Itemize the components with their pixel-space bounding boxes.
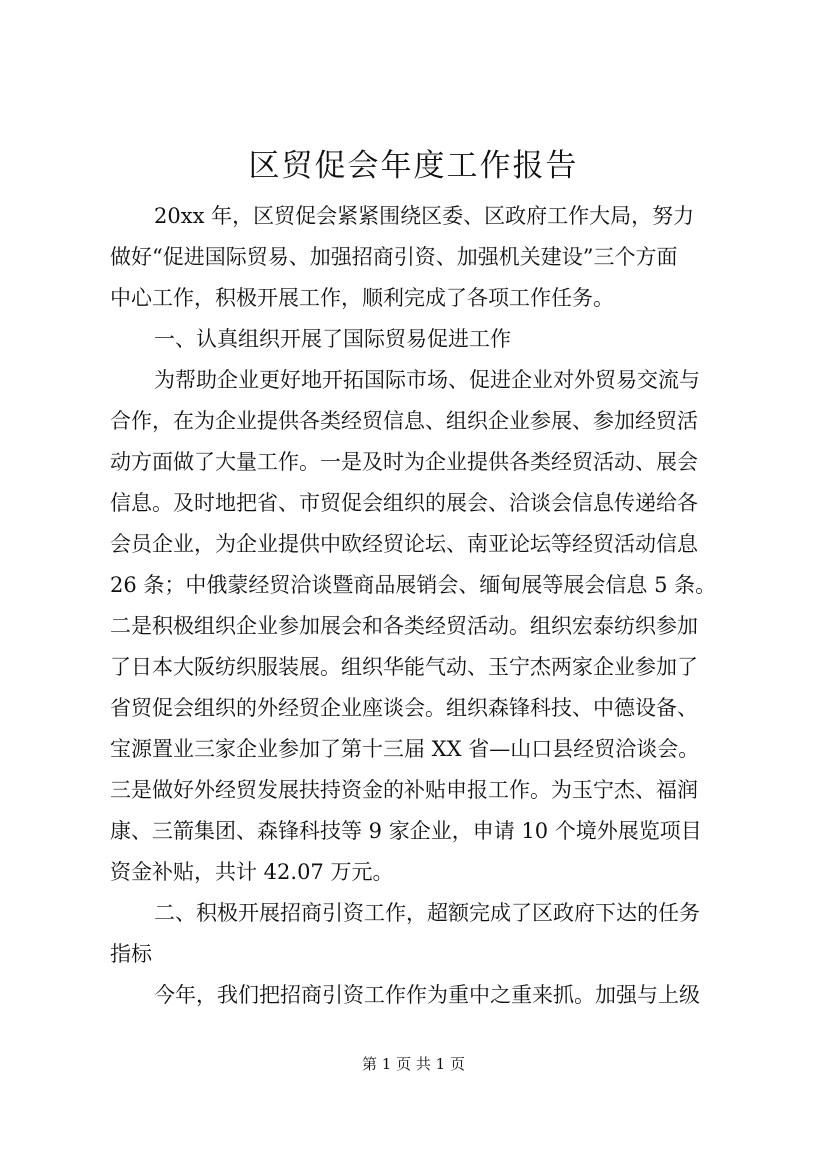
paragraph-line-5: 为帮助企业更好地开拓国际市场、促进企业对外贸易交流与 xyxy=(154,368,700,392)
document-title: 区贸促会年度工作报告 xyxy=(248,148,579,184)
paragraph-line-9: 会员企业，为企业提供中欧经贸论坛、南亚论坛等经贸活动信息 xyxy=(110,532,698,556)
paragraph-line-2: 做好“促进国际贸易、加强招商引资、加强机关建设”三个方面 xyxy=(110,245,678,269)
paragraph-line-10: 26 条；中俄蒙经贸洽谈暨商品展销会、缅甸展等展会信息 5 条。 xyxy=(110,573,717,597)
paragraph-line-3: 中心工作，积极开展工作，顺利完成了各项工作任务。 xyxy=(110,286,614,310)
paragraph-line-1: 20xx 年，区贸促会紧紧围绕区委、区政府工作大局，努力 xyxy=(154,204,695,228)
paragraph-line-7: 动方面做了大量工作。一是及时为企业提供各类经贸活动、展会 xyxy=(110,450,698,474)
paragraph-line-13: 省贸促会组织的外经贸企业座谈会。组织森锋科技、中德设备、 xyxy=(110,696,698,720)
paragraph-line-14: 宝源置业三家企业参加了第十三届 XX 省—山口县经贸洽谈会。 xyxy=(110,737,700,761)
paragraph-line-11: 二是积极组织企业参加展会和各类经贸活动。组织宏泰纺织参加 xyxy=(110,614,698,638)
section-heading-1: 一、认真组织开展了国际贸易促进工作 xyxy=(154,327,511,351)
paragraph-line-6: 合作，在为企业提供各类经贸信息、组织企业参展、参加经贸活 xyxy=(110,409,698,433)
paragraph-line-15: 三是做好外经贸发展扶持资金的补贴申报工作。为玉宁杰、福润 xyxy=(110,778,698,802)
section-heading-2-continued: 指标 xyxy=(110,942,152,966)
document-body xyxy=(110,196,740,1016)
paragraph-line-8: 信息。及时地把省、市贸促会组织的展会、洽谈会信息传递给各 xyxy=(110,491,698,515)
paragraph-line-16: 康、三箭集团、森锋科技等 9 家企业，申请 10 个境外展览项目 xyxy=(110,819,702,843)
section-heading-2: 二、积极开展招商引资工作，超额完成了区政府下达的任务 xyxy=(154,901,700,925)
paragraph-line-20: 今年，我们把招商引资工作作为重中之重来抓。加强与上级 xyxy=(154,983,700,1007)
paragraph-line-12: 了日本大阪纺织服装展。组织华能气动、玉宁杰两家企业参加了 xyxy=(110,655,698,679)
page-footer: 第 1 页 共 1 页 xyxy=(362,1055,465,1073)
paragraph-line-17: 资金补贴，共计 42.07 万元。 xyxy=(110,860,394,884)
